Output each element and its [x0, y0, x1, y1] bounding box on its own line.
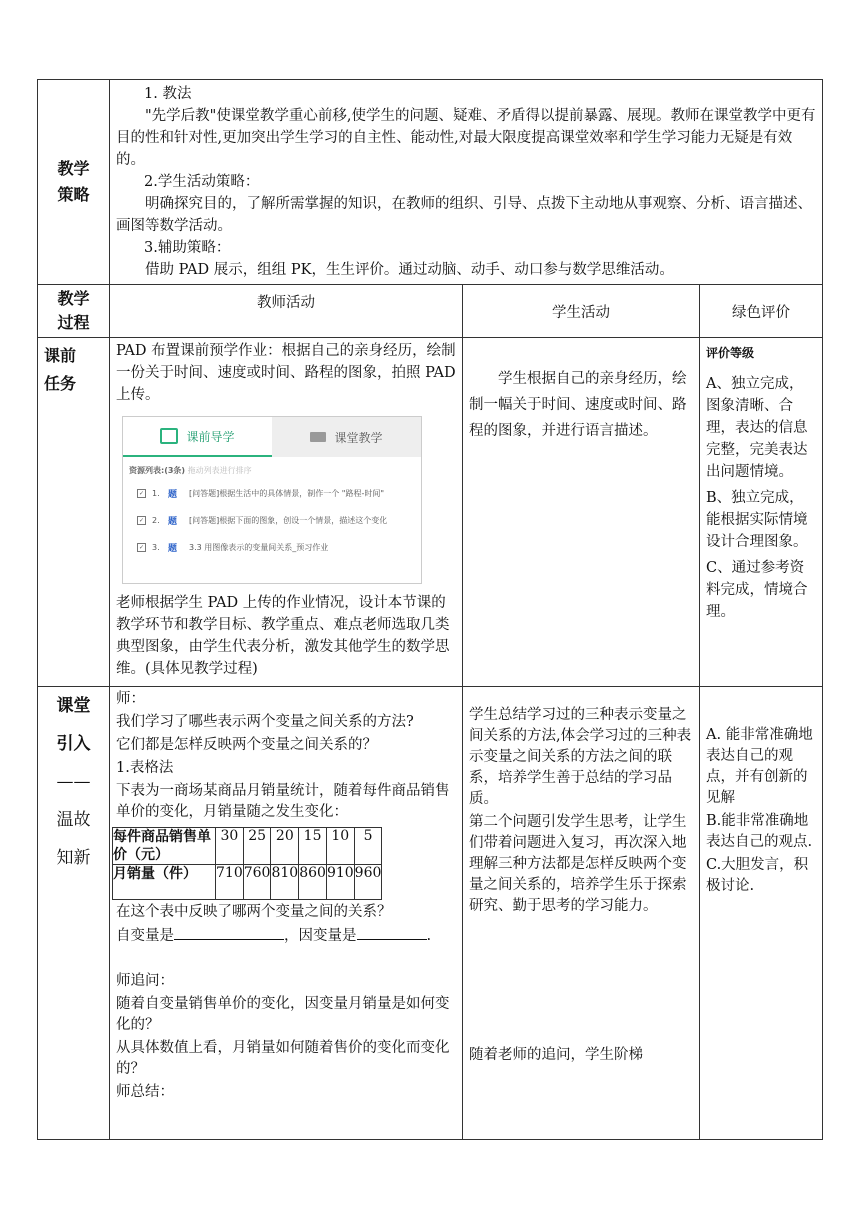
tab-pre-study[interactable] [123, 417, 272, 457]
intro-teacher-line: 我们学习了哪些表示两个变量之间关系的方法? [116, 714, 414, 730]
pre-task-label: 课前 任务 [38, 338, 110, 687]
question-tag-icon: 题 [168, 544, 178, 554]
price-cell: 10 [326, 828, 354, 865]
checkbox-icon[interactable]: ✓ [138, 544, 145, 551]
lesson-plan-table [37, 79, 823, 1140]
header-row [38, 285, 823, 338]
pre-task-eval-cell [700, 338, 823, 687]
strategy-label: 教学 策略 [38, 80, 110, 285]
resource-list-count: 资源列表:(3条) [129, 466, 186, 475]
intro-eval-a: A. 能非常准确地表达自己的观点，并有创新的见解 [706, 727, 813, 806]
intro-teacher-line: 它们都是怎样反映两个变量之间关系的？ [116, 737, 377, 753]
indep-var-blank[interactable] [174, 925, 284, 940]
checkbox-icon[interactable]: ✓ [138, 490, 145, 497]
question-tag-icon: 题 [168, 517, 178, 527]
intro-teacher-followup: 从具体数值上看，月销量如何随着售价的变化而变化的？ [116, 1040, 450, 1077]
resource-item[interactable] [123, 534, 421, 561]
pre-task-teacher-bottom: 老师根据学生 PAD 上传的作业情况，设计本节课的教学环节和教学目标、教学重点、难点老师选取几类典型图象，由学生代表分析，激发其他学生的数学思维。(具体见教学过程) [116, 595, 450, 677]
volume-cell: 910 [326, 865, 354, 900]
intro-question: 在这个表中反映了哪两个变量之间的关系？ [116, 904, 392, 920]
indep-var-label: 自变量是 [116, 928, 174, 944]
question-end: . [426, 928, 432, 944]
strategy-line-5: 3.辅助策略： [144, 240, 231, 256]
strategy-line-6: 借助 PAD 展示，组组 PK，生生评价。通过动脑、动手、动口参与数学思维活动。 [145, 262, 674, 278]
intro-label [38, 687, 110, 1140]
pad-screenshot [122, 416, 422, 584]
intro-teacher-followup: 随着自变量销售单价的变化，因变量月销量是如何变化的？ [116, 996, 450, 1033]
process-label: 教学 过程 [38, 285, 110, 338]
intro-student-2: 第二个问题引发学生思考，让学生们带着问题进入复习，再次深入地理解三种方法都是怎样反映两个变量之间关系的，培养学生乐于探索研究、勤于思考的学习能力。 [469, 814, 687, 914]
intro-teacher-line: 1.表格法 [116, 760, 174, 776]
strategy-line-2: "先学后教"使课堂教学重心前移,使学生的问题、疑难、矛盾得以提前暴露、展现。教师在课堂教学中更有目的性和针对性,更加突出学生学习的自主性、能动性,对最大限度提高课堂效率和学生学习能力无疑是有效的。 [116, 108, 816, 168]
volume-cell: 710 [216, 865, 244, 900]
dep-var-label: ，因变量是 [284, 928, 357, 944]
sales-table-row-volume [113, 865, 382, 900]
checkbox-icon[interactable]: ✓ [138, 517, 145, 524]
intro-teacher-line: 师： [116, 691, 145, 707]
intro-label-3: —— [56, 772, 91, 792]
intro-student-cell [463, 687, 700, 1140]
question-tag-icon: 题 [168, 490, 178, 500]
resource-list-title [123, 457, 421, 480]
resource-item-text: 3.3 用图像表示的变量间关系_预习作业 [189, 543, 329, 552]
volume-header: 月销量（件） [113, 865, 216, 900]
lesson-plan-page [37, 79, 822, 1140]
intro-row [38, 687, 823, 1140]
strategy-row [38, 80, 823, 285]
intro-teacher-cell [110, 687, 463, 1140]
intro-student-1: 学生总结学习过的三种表示变量之间关系的方法,体会学习过的三种表示变量之间关系的方法之间的联系，培养学生善于总结的学习品质。 [469, 707, 692, 807]
price-header: 每件商品销售单价（元） [113, 828, 216, 865]
pre-task-row [38, 338, 823, 687]
intro-eval-cell [700, 687, 823, 1140]
strategy-line-3: 2.学生活动策略： [144, 174, 260, 190]
resource-item[interactable] [123, 507, 421, 534]
sales-table [112, 827, 382, 900]
price-cell: 5 [354, 828, 382, 865]
resource-item-number: 3. [152, 543, 160, 552]
eval-item-a: A、独立完成，图象清晰、合理，表达的信息完整，完美表达出问题情境。 [706, 376, 808, 480]
tab-class-teaching[interactable] [272, 417, 421, 457]
eval-item-b: B、独立完成，能根据实际情境设计合理图象。 [706, 490, 808, 550]
pre-task-student-text: 学生根据自己的亲身经历，绘制一幅关于时间、速度或时间、路程的图象，并进行语言描述。 [469, 371, 687, 439]
book-icon [160, 428, 178, 444]
tab-pre-study-label: 课前导学 [186, 429, 235, 444]
eval-level-title: 评价等级 [706, 346, 755, 360]
green-eval-header: 绿色评价 [700, 285, 823, 338]
price-cell: 15 [299, 828, 327, 865]
intro-eval-b: B.能非常准确地表达自己的观点. [706, 813, 813, 850]
teacher-activity-header: 教师活动 [110, 285, 463, 338]
resource-item-number: 1. [152, 489, 160, 498]
sales-table-row-price [113, 828, 382, 865]
open-book-icon [310, 432, 326, 442]
strategy-line-1: 1. 教法 [144, 86, 192, 102]
resource-item-number: 2. [152, 516, 160, 525]
intro-variable-question [110, 925, 462, 949]
volume-cell: 960 [354, 865, 382, 900]
eval-item-c: C、通过参考资料完成，情境合理。 [706, 560, 808, 620]
intro-label-1: 课堂 [56, 696, 91, 716]
intro-student-3: 随着老师的追问，学生阶梯 [469, 1047, 643, 1063]
intro-teacher-followup: 师追问： [116, 973, 174, 989]
pre-task-teacher-cell [110, 338, 463, 687]
intro-label-4: 温故 [56, 810, 91, 830]
strategy-content [110, 80, 823, 285]
resource-item[interactable] [123, 480, 421, 507]
intro-teacher-line: 下表为一商场某商品月销量统计，随着每件商品销售单价的变化，月销量随之发生变化： [116, 783, 450, 820]
pre-task-teacher-top: PAD 布置课前预学作业：根据自己的亲身经历，绘制一份关于时间、速度或时间、路程的图象，拍照 PAD 上传。 [116, 343, 456, 403]
pre-task-student-cell [463, 338, 700, 687]
student-activity-header: 学生活动 [463, 285, 700, 338]
price-cell: 25 [243, 828, 271, 865]
intro-teacher-followup: 师总结： [116, 1084, 174, 1100]
resource-item-text: [问答题]根据生活中的具体情景，制作一个 "路程-时间" [189, 489, 385, 498]
price-cell: 20 [271, 828, 299, 865]
resource-item-text: [问答题]根据下面的图象，创设一个情景，描述这个变化 [189, 516, 388, 525]
price-cell: 30 [216, 828, 244, 865]
intro-eval-c: C.大胆发言，积极讨论. [706, 857, 809, 894]
volume-cell: 810 [271, 865, 299, 900]
volume-cell: 860 [299, 865, 327, 900]
tab-class-teaching-label: 课堂教学 [334, 430, 383, 445]
strategy-line-4: 明确探究目的，了解所需掌握的知识，在教师的组织、引导、点拨下主动地从事观察、分析、语言描述、画图等数学活动。 [116, 196, 812, 234]
intro-label-5: 知新 [56, 848, 91, 868]
dep-var-blank[interactable] [357, 925, 427, 940]
pad-tabs [123, 417, 421, 457]
resource-list-hint: 拖动列表进行排序 [187, 466, 252, 475]
volume-cell: 760 [243, 865, 271, 900]
intro-label-2: 引入 [56, 734, 91, 754]
